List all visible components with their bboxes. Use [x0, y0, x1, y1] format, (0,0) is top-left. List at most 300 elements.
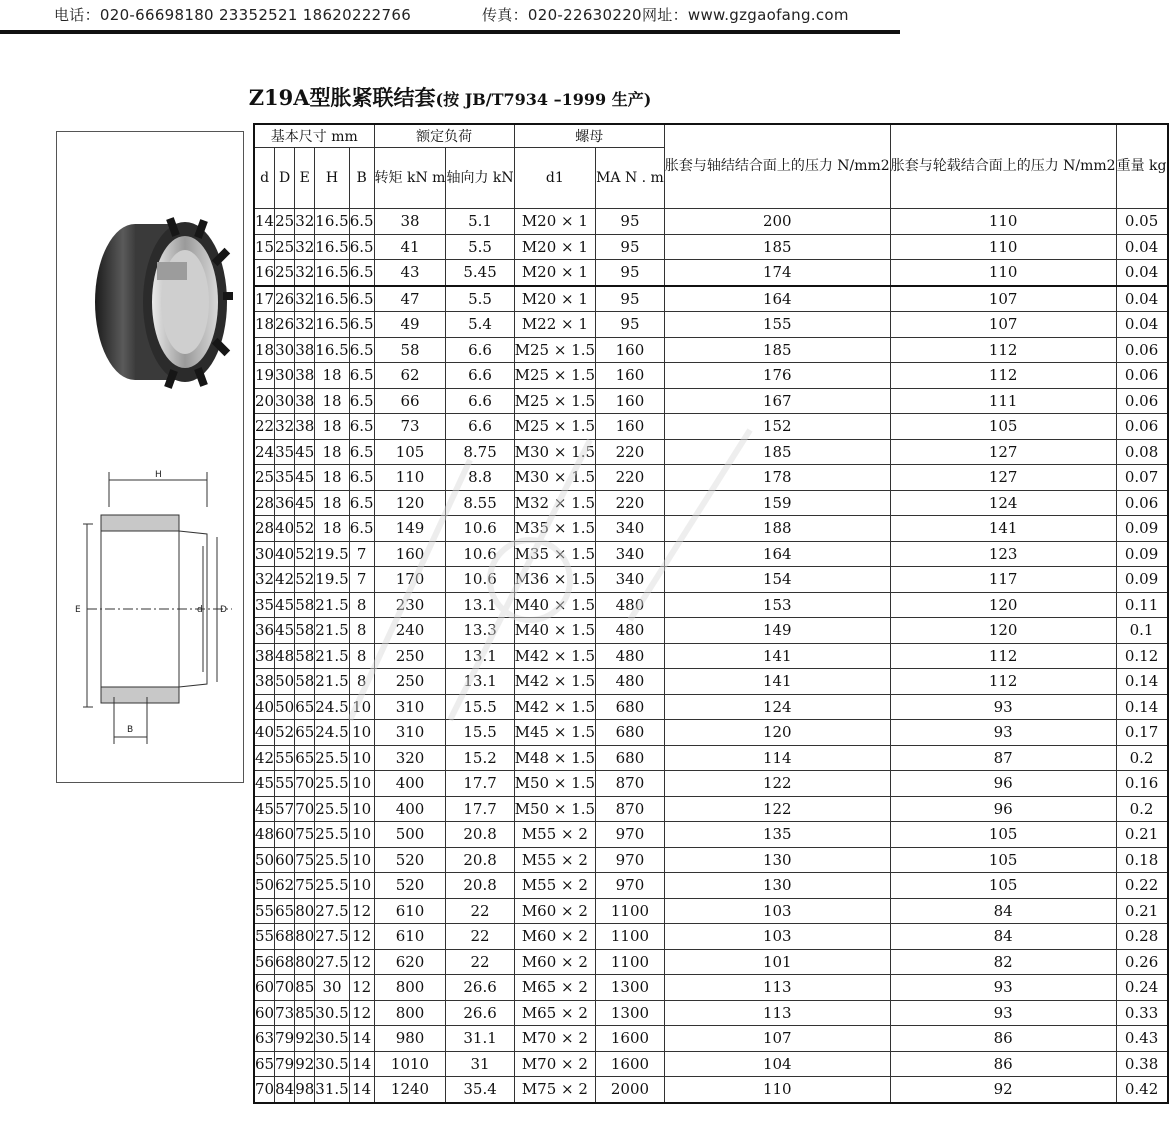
cell-torque: 230	[374, 592, 446, 618]
specification-table	[253, 123, 1169, 1104]
cell-H: 24.5	[315, 694, 349, 720]
table-row	[254, 312, 1168, 338]
cell-axial: 15.5	[446, 720, 514, 746]
cell-H: 30.5	[315, 1000, 349, 1026]
cell-H: 16.5	[315, 286, 349, 312]
cell-torque: 610	[374, 898, 446, 924]
cell-weight: 0.08	[1116, 439, 1167, 465]
cell-torque: 49	[374, 312, 446, 338]
cell-d1: M50 × 1.5	[514, 796, 595, 822]
cell-ma: 480	[596, 592, 665, 618]
cell-D: 65	[275, 898, 295, 924]
cell-d: 56	[254, 949, 275, 975]
cell-axial: 6.6	[446, 388, 514, 414]
cell-ma: 1100	[596, 898, 665, 924]
cell-torque: 110	[374, 465, 446, 491]
cell-weight: 0.06	[1116, 388, 1167, 414]
cell-weight: 0.18	[1116, 847, 1167, 873]
cell-p-hub: 112	[890, 363, 1116, 389]
cell-B: 10	[349, 720, 374, 746]
cell-torque: 160	[374, 541, 446, 567]
cell-axial: 22	[446, 924, 514, 950]
cell-E: 52	[295, 567, 315, 593]
cell-ma: 95	[596, 286, 665, 312]
cell-p-shaft: 104	[664, 1051, 890, 1077]
cell-E: 32	[295, 260, 315, 286]
cell-D: 25	[275, 260, 295, 286]
cell-d: 17	[254, 286, 275, 312]
cell-H: 18	[315, 490, 349, 516]
cell-B: 14	[349, 1026, 374, 1052]
cell-E: 38	[295, 388, 315, 414]
cell-p-shaft: 174	[664, 260, 890, 286]
cell-B: 6.5	[349, 490, 374, 516]
cell-B: 6.5	[349, 312, 374, 338]
cell-d1: M60 × 2	[514, 898, 595, 924]
cell-axial: 5.1	[446, 209, 514, 235]
cell-d: 15	[254, 234, 275, 260]
cell-p-hub: 110	[890, 260, 1116, 286]
dim-label-e: E	[75, 605, 81, 615]
cell-ma: 680	[596, 694, 665, 720]
col-b: B	[349, 148, 374, 209]
cell-H: 30.5	[315, 1051, 349, 1077]
cell-axial: 17.7	[446, 796, 514, 822]
cell-d1: M35 × 1.5	[514, 516, 595, 542]
cell-weight: 0.06	[1116, 490, 1167, 516]
section-drawing	[83, 472, 232, 744]
cell-torque: 400	[374, 796, 446, 822]
table-row	[254, 592, 1168, 618]
cell-E: 58	[295, 592, 315, 618]
cell-d: 48	[254, 822, 275, 848]
cell-d1: M30 × 1.5	[514, 439, 595, 465]
cell-d: 36	[254, 618, 275, 644]
cell-ma: 870	[596, 796, 665, 822]
cell-E: 32	[295, 312, 315, 338]
standard-note: (按 JB/T7934 –1999 生产)	[435, 90, 652, 109]
cell-d: 55	[254, 924, 275, 950]
cell-ma: 870	[596, 771, 665, 797]
cell-p-shaft: 107	[664, 1026, 890, 1052]
col-torque: 转矩 kN m	[374, 148, 446, 209]
cell-D: 35	[275, 465, 295, 491]
cell-H: 18	[315, 465, 349, 491]
col-big-d: D	[275, 148, 295, 209]
cell-ma: 970	[596, 822, 665, 848]
cell-weight: 0.09	[1116, 567, 1167, 593]
table-row	[254, 388, 1168, 414]
cell-ma: 1300	[596, 975, 665, 1001]
cell-d: 50	[254, 847, 275, 873]
cell-H: 18	[315, 439, 349, 465]
cell-B: 6.5	[349, 234, 374, 260]
cell-ma: 480	[596, 643, 665, 669]
cell-E: 58	[295, 643, 315, 669]
cell-D: 30	[275, 337, 295, 363]
cell-d: 25	[254, 465, 275, 491]
cell-d: 40	[254, 720, 275, 746]
cell-d: 28	[254, 516, 275, 542]
cell-axial: 8.55	[446, 490, 514, 516]
cell-torque: 310	[374, 694, 446, 720]
cell-p-hub: 105	[890, 847, 1116, 873]
cell-ma: 1100	[596, 949, 665, 975]
table-row	[254, 771, 1168, 797]
cell-p-hub: 96	[890, 771, 1116, 797]
cell-p-hub: 141	[890, 516, 1116, 542]
cell-torque: 1240	[374, 1077, 446, 1103]
cell-H: 27.5	[315, 949, 349, 975]
cell-p-shaft: 185	[664, 234, 890, 260]
cell-axial: 13.1	[446, 669, 514, 695]
cell-weight: 0.09	[1116, 516, 1167, 542]
cell-p-hub: 123	[890, 541, 1116, 567]
fax-text: 传真：020-22630220	[482, 6, 642, 24]
cell-weight: 0.21	[1116, 898, 1167, 924]
cell-ma: 95	[596, 209, 665, 235]
cell-weight: 0.04	[1116, 312, 1167, 338]
cell-p-shaft: 110	[664, 1077, 890, 1103]
cell-d: 65	[254, 1051, 275, 1077]
cell-E: 58	[295, 669, 315, 695]
cell-E: 32	[295, 286, 315, 312]
cell-d1: M30 × 1.5	[514, 465, 595, 491]
cell-B: 8	[349, 618, 374, 644]
cell-torque: 62	[374, 363, 446, 389]
cell-p-shaft: 188	[664, 516, 890, 542]
cell-d1: M55 × 2	[514, 822, 595, 848]
cell-weight: 0.12	[1116, 643, 1167, 669]
cell-H: 21.5	[315, 669, 349, 695]
table-row	[254, 1026, 1168, 1052]
cell-p-hub: 127	[890, 439, 1116, 465]
cell-E: 75	[295, 822, 315, 848]
cell-ma: 340	[596, 567, 665, 593]
cell-p-shaft: 113	[664, 1000, 890, 1026]
cell-E: 32	[295, 209, 315, 235]
cell-axial: 26.6	[446, 1000, 514, 1026]
cell-torque: 250	[374, 643, 446, 669]
cell-E: 52	[295, 541, 315, 567]
cell-H: 16.5	[315, 234, 349, 260]
cell-E: 38	[295, 414, 315, 440]
cell-D: 45	[275, 618, 295, 644]
cell-p-hub: 124	[890, 490, 1116, 516]
cell-axial: 10.6	[446, 567, 514, 593]
website-text: 网址：www.gzgaofang.com	[642, 6, 849, 24]
cell-H: 24.5	[315, 720, 349, 746]
cell-torque: 149	[374, 516, 446, 542]
cell-B: 8	[349, 669, 374, 695]
table-row	[254, 949, 1168, 975]
cell-weight: 0.43	[1116, 1026, 1167, 1052]
cell-H: 25.5	[315, 771, 349, 797]
group-basic-size: 基本尺寸 mm	[254, 124, 374, 148]
cell-d: 28	[254, 490, 275, 516]
cell-B: 8	[349, 643, 374, 669]
cell-D: 60	[275, 847, 295, 873]
cell-d: 19	[254, 363, 275, 389]
cell-p-hub: 87	[890, 745, 1116, 771]
cell-E: 80	[295, 924, 315, 950]
cell-B: 12	[349, 924, 374, 950]
cell-p-hub: 84	[890, 898, 1116, 924]
table-row	[254, 924, 1168, 950]
cell-d1: M65 × 2	[514, 1000, 595, 1026]
cell-p-shaft: 101	[664, 949, 890, 975]
cell-D: 68	[275, 924, 295, 950]
cell-d1: M60 × 2	[514, 924, 595, 950]
cell-d: 14	[254, 209, 275, 235]
table-row	[254, 873, 1168, 899]
cell-B: 12	[349, 949, 374, 975]
table-row	[254, 337, 1168, 363]
cell-axial: 20.8	[446, 822, 514, 848]
cell-ma: 220	[596, 439, 665, 465]
cell-axial: 20.8	[446, 873, 514, 899]
cell-E: 70	[295, 771, 315, 797]
cell-D: 25	[275, 209, 295, 235]
cell-torque: 38	[374, 209, 446, 235]
cell-B: 6.5	[349, 465, 374, 491]
cell-p-hub: 110	[890, 209, 1116, 235]
cell-D: 79	[275, 1051, 295, 1077]
cell-p-hub: 93	[890, 1000, 1116, 1026]
cell-D: 48	[275, 643, 295, 669]
cell-ma: 160	[596, 388, 665, 414]
cell-p-hub: 112	[890, 337, 1116, 363]
table-row	[254, 209, 1168, 235]
cell-weight: 0.33	[1116, 1000, 1167, 1026]
cell-torque: 170	[374, 567, 446, 593]
cell-weight: 0.09	[1116, 541, 1167, 567]
cell-ma: 1100	[596, 924, 665, 950]
cell-weight: 0.14	[1116, 669, 1167, 695]
cell-ma: 680	[596, 745, 665, 771]
cell-torque: 41	[374, 234, 446, 260]
cell-D: 32	[275, 414, 295, 440]
cell-torque: 500	[374, 822, 446, 848]
cell-B: 14	[349, 1077, 374, 1103]
cell-D: 26	[275, 286, 295, 312]
table-row	[254, 822, 1168, 848]
cell-weight: 0.21	[1116, 822, 1167, 848]
cell-D: 52	[275, 720, 295, 746]
cell-torque: 310	[374, 720, 446, 746]
cell-H: 27.5	[315, 924, 349, 950]
cell-p-shaft: 103	[664, 898, 890, 924]
cell-p-shaft: 122	[664, 771, 890, 797]
cell-p-shaft: 103	[664, 924, 890, 950]
cell-weight: 0.2	[1116, 796, 1167, 822]
col-h: H	[315, 148, 349, 209]
cell-E: 85	[295, 1000, 315, 1026]
cell-p-shaft: 122	[664, 796, 890, 822]
cell-axial: 22	[446, 949, 514, 975]
cell-H: 16.5	[315, 209, 349, 235]
cell-E: 65	[295, 745, 315, 771]
cell-H: 25.5	[315, 847, 349, 873]
col-d1: d1	[514, 148, 595, 209]
table-row	[254, 490, 1168, 516]
cell-torque: 105	[374, 439, 446, 465]
cell-E: 45	[295, 490, 315, 516]
cell-p-shaft: 120	[664, 720, 890, 746]
cell-p-shaft: 176	[664, 363, 890, 389]
cell-p-hub: 93	[890, 694, 1116, 720]
cell-axial: 15.5	[446, 694, 514, 720]
cell-B: 14	[349, 1051, 374, 1077]
cell-torque: 800	[374, 975, 446, 1001]
cell-axial: 15.2	[446, 745, 514, 771]
cell-H: 25.5	[315, 796, 349, 822]
cell-axial: 17.7	[446, 771, 514, 797]
cell-p-shaft: 159	[664, 490, 890, 516]
cell-D: 60	[275, 822, 295, 848]
cell-d: 30	[254, 541, 275, 567]
product-figure-panel	[56, 131, 244, 783]
cell-H: 16.5	[315, 312, 349, 338]
table-row	[254, 286, 1168, 312]
cell-weight: 0.22	[1116, 873, 1167, 899]
cell-d: 45	[254, 796, 275, 822]
table-row	[254, 720, 1168, 746]
cell-D: 70	[275, 975, 295, 1001]
cell-weight: 0.04	[1116, 286, 1167, 312]
table-body	[254, 209, 1168, 1103]
col-hub-pressure: 胀套与轮载结合面上的压力 N/mm2	[890, 124, 1116, 209]
product-title: Z19A型胀紧联结套	[248, 85, 436, 110]
cell-D: 35	[275, 439, 295, 465]
cell-H: 18	[315, 414, 349, 440]
cell-d1: M50 × 1.5	[514, 771, 595, 797]
cell-B: 10	[349, 873, 374, 899]
cell-H: 18	[315, 363, 349, 389]
cell-ma: 1600	[596, 1026, 665, 1052]
cell-axial: 13.3	[446, 618, 514, 644]
cell-axial: 6.6	[446, 337, 514, 363]
cell-torque: 520	[374, 847, 446, 873]
cell-B: 6.5	[349, 516, 374, 542]
cell-p-shaft: 164	[664, 286, 890, 312]
cell-ma: 95	[596, 234, 665, 260]
cell-ma: 95	[596, 260, 665, 286]
cell-d1: M25 × 1.5	[514, 363, 595, 389]
cell-d1: M20 × 1	[514, 260, 595, 286]
group-rated-load: 额定负荷	[374, 124, 514, 148]
cell-d1: M65 × 2	[514, 975, 595, 1001]
cell-p-shaft: 164	[664, 541, 890, 567]
cell-B: 12	[349, 1000, 374, 1026]
cell-torque: 250	[374, 669, 446, 695]
page-title	[0, 82, 900, 112]
cell-weight: 0.07	[1116, 465, 1167, 491]
cell-weight: 0.04	[1116, 234, 1167, 260]
cell-axial: 13.1	[446, 643, 514, 669]
cell-D: 55	[275, 771, 295, 797]
cell-E: 52	[295, 516, 315, 542]
cell-D: 42	[275, 567, 295, 593]
cell-p-shaft: 130	[664, 873, 890, 899]
cell-H: 25.5	[315, 745, 349, 771]
cell-d: 60	[254, 1000, 275, 1026]
cell-d1: M40 × 1.5	[514, 592, 595, 618]
table-row	[254, 260, 1168, 286]
cell-d1: M22 × 1	[514, 312, 595, 338]
cell-weight: 0.42	[1116, 1077, 1167, 1103]
cell-p-shaft: 185	[664, 439, 890, 465]
cell-axial: 35.4	[446, 1077, 514, 1103]
table-row	[254, 414, 1168, 440]
cell-H: 19.5	[315, 567, 349, 593]
cell-E: 38	[295, 337, 315, 363]
col-shaft-pressure: 胀套与轴结结合面上的压力 N/mm2	[664, 124, 890, 209]
cell-torque: 400	[374, 771, 446, 797]
table-row	[254, 516, 1168, 542]
cell-d: 20	[254, 388, 275, 414]
cell-p-hub: 110	[890, 234, 1116, 260]
cell-D: 26	[275, 312, 295, 338]
cell-d1: M20 × 1	[514, 286, 595, 312]
cell-p-shaft: 113	[664, 975, 890, 1001]
cell-H: 16.5	[315, 337, 349, 363]
cell-H: 25.5	[315, 873, 349, 899]
cell-p-hub: 84	[890, 924, 1116, 950]
cell-D: 55	[275, 745, 295, 771]
cell-D: 68	[275, 949, 295, 975]
cell-H: 30.5	[315, 1026, 349, 1052]
cell-axial: 10.6	[446, 541, 514, 567]
cell-d1: M36 × 1.5	[514, 567, 595, 593]
group-nut: 螺母	[514, 124, 664, 148]
cell-weight: 0.14	[1116, 694, 1167, 720]
cell-B: 12	[349, 975, 374, 1001]
cell-p-hub: 117	[890, 567, 1116, 593]
cell-weight: 0.16	[1116, 771, 1167, 797]
cell-B: 10	[349, 822, 374, 848]
col-axial-force: 轴向力 kN	[446, 148, 514, 209]
cell-H: 21.5	[315, 592, 349, 618]
cell-B: 10	[349, 847, 374, 873]
cell-weight: 0.28	[1116, 924, 1167, 950]
cell-p-hub: 111	[890, 388, 1116, 414]
cell-p-hub: 82	[890, 949, 1116, 975]
cell-weight: 0.06	[1116, 337, 1167, 363]
cell-p-hub: 127	[890, 465, 1116, 491]
dim-label-d: d	[197, 605, 203, 615]
cell-p-hub: 120	[890, 618, 1116, 644]
cell-p-hub: 105	[890, 873, 1116, 899]
cell-H: 25.5	[315, 822, 349, 848]
table-row	[254, 847, 1168, 873]
table-row	[254, 363, 1168, 389]
cell-D: 25	[275, 234, 295, 260]
cell-B: 6.5	[349, 414, 374, 440]
table-row	[254, 669, 1168, 695]
cell-p-shaft: 200	[664, 209, 890, 235]
cell-d1: M32 × 1.5	[514, 490, 595, 516]
table-row	[254, 745, 1168, 771]
phone-text: 电话：020-66698180 23352521 18620222766	[54, 6, 412, 24]
cell-torque: 58	[374, 337, 446, 363]
cell-d1: M42 × 1.5	[514, 643, 595, 669]
cell-axial: 10.6	[446, 516, 514, 542]
cell-ma: 480	[596, 618, 665, 644]
cell-axial: 5.4	[446, 312, 514, 338]
cell-B: 6.5	[349, 439, 374, 465]
cell-axial: 6.6	[446, 363, 514, 389]
